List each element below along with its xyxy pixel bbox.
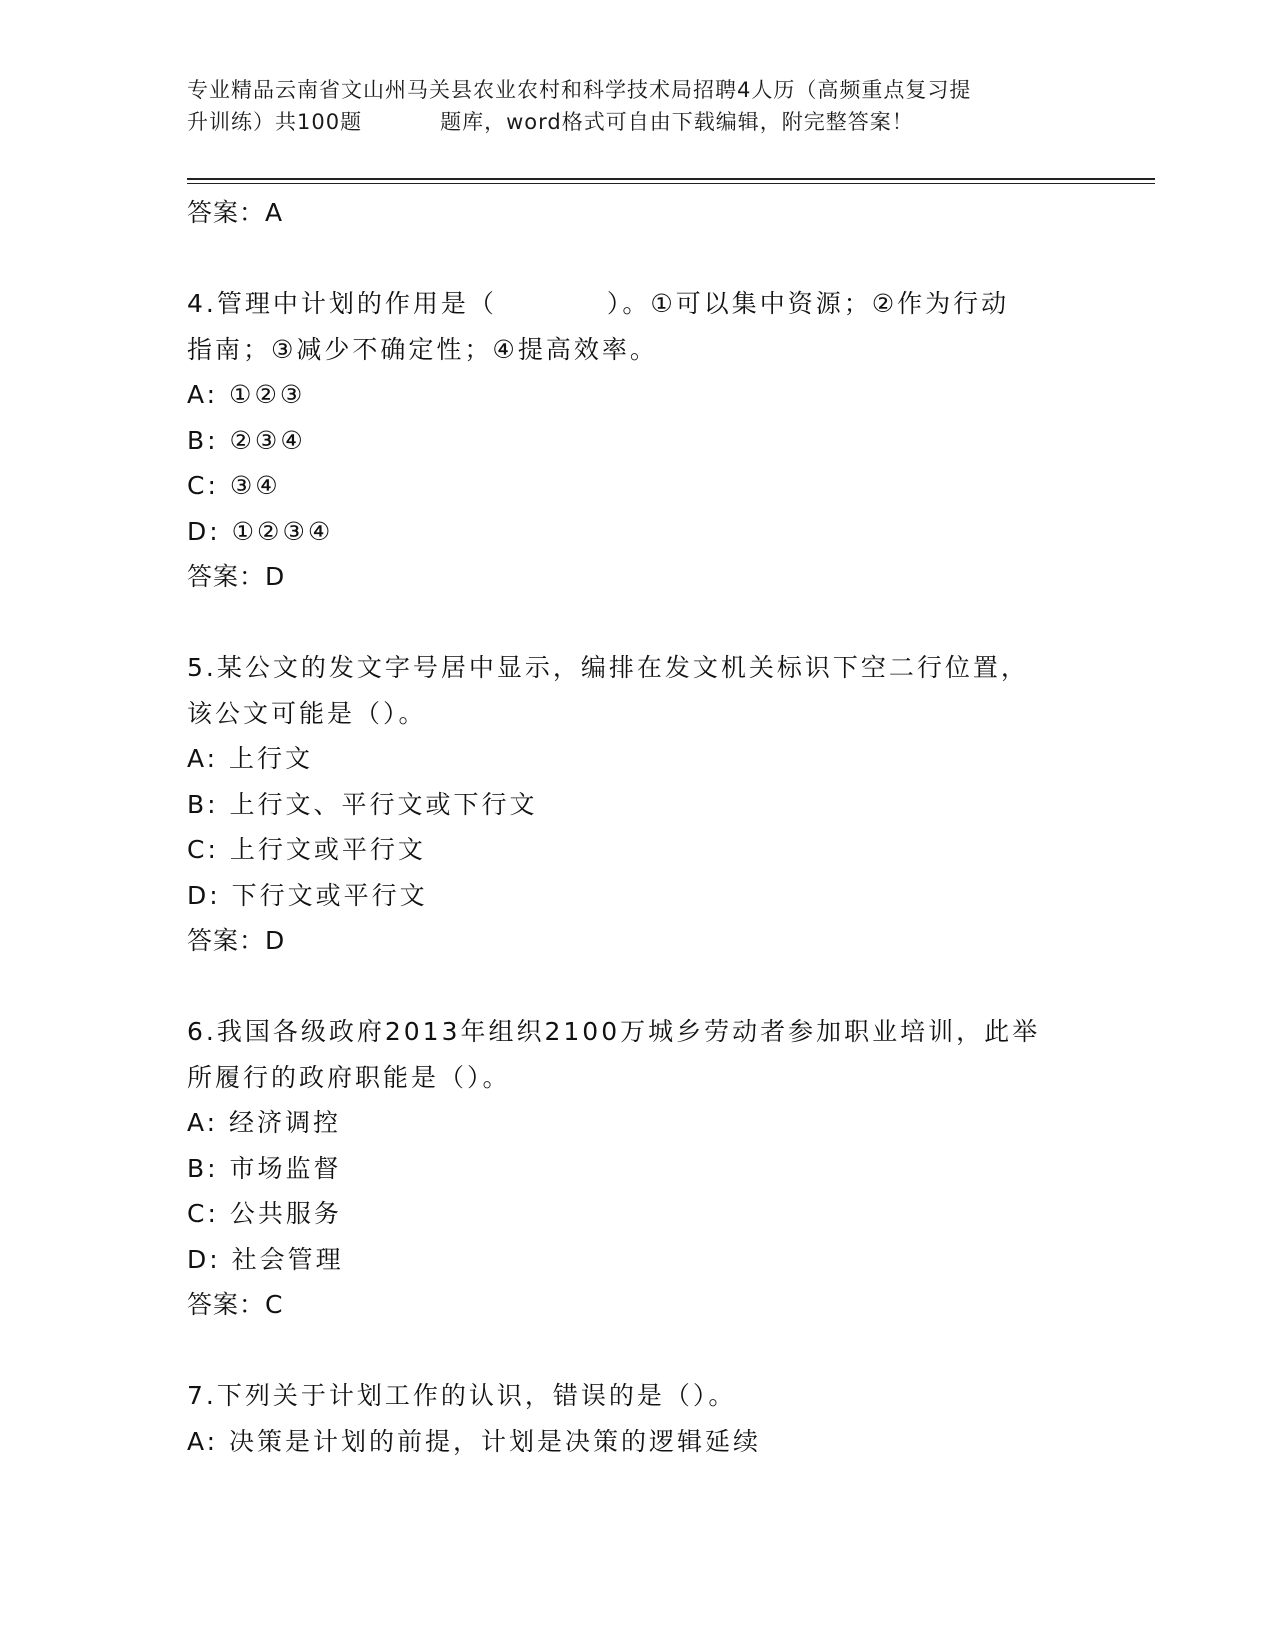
question-4-option-d: D: ①②③④ — [187, 516, 334, 546]
header-line-2-part-b: 题库，word格式可自由下载编辑，附完整答案！ — [440, 110, 914, 134]
question-list — [187, 190, 1087, 1464]
header-divider-thin — [187, 183, 1155, 184]
header-line-2 — [187, 106, 1087, 138]
question-4-stem-part-b: ）。①可以集中资源；②作为行动 — [606, 289, 1010, 318]
question-5-option-a: A: 上行文 — [187, 744, 314, 773]
question-6 — [187, 1009, 1087, 1328]
question-4-option-c: C: ③④ — [187, 471, 281, 500]
question-6-stem-line-2: 所履行的政府职能是（）。 — [187, 1062, 511, 1092]
header-line-1: 专业精品云南省文山州马关县农业农村和科学技术局招聘4人历（高频重点复习提 — [187, 78, 972, 102]
question-5-option-c: C: 上行文或平行文 — [187, 835, 426, 864]
question-6-stem-line-1: 6.我国各级政府2013年组织2100万城乡劳动者参加职业培训，此举 — [187, 1017, 1041, 1046]
question-5-option-b: B: 上行文、平行文或下行文 — [187, 789, 538, 819]
question-5-stem-line-1: 5.某公文的发文字号居中显示，编排在发文机关标识下空二行位置， — [187, 653, 1029, 682]
question-6-option-b: B: 市场监督 — [187, 1153, 342, 1183]
question-4-stem-line-2: 指南；③减少不确定性；④提高效率。 — [187, 334, 658, 364]
question-6-option-a: A: 经济调控 — [187, 1108, 342, 1137]
question-5-answer: 答案：D — [187, 926, 286, 955]
question-4-option-b: B: ②③④ — [187, 425, 306, 455]
question-7-stem-line-1: 7.下列关于计划工作的认识，错误的是（）。 — [187, 1381, 737, 1410]
question-4-option-a: A: ①②③ — [187, 380, 306, 409]
document-header — [187, 74, 1087, 138]
question-7 — [187, 1373, 1087, 1464]
question-4-stem-line-1 — [187, 281, 1087, 327]
question-4 — [187, 281, 1087, 600]
question-4-stem-part-a: 4.管理中计划的作用是（ — [187, 289, 497, 318]
question-6-answer: 答案：C — [187, 1290, 284, 1319]
question-7-option-a: A: 决策是计划的前提，计划是决策的逻辑延续 — [187, 1426, 762, 1456]
header-divider-thick — [187, 178, 1155, 180]
question-6-option-c: C: 公共服务 — [187, 1199, 342, 1228]
question-4-answer: 答案：D — [187, 562, 286, 591]
answer-previous: 答案：A — [187, 198, 284, 227]
question-5 — [187, 645, 1087, 964]
question-5-stem-line-2: 该公文可能是（）。 — [187, 698, 427, 728]
question-6-option-d: D: 社会管理 — [187, 1244, 344, 1274]
header-line-2-part-a: 升训练）共100题 — [187, 110, 363, 134]
question-5-option-d: D: 下行文或平行文 — [187, 880, 428, 910]
